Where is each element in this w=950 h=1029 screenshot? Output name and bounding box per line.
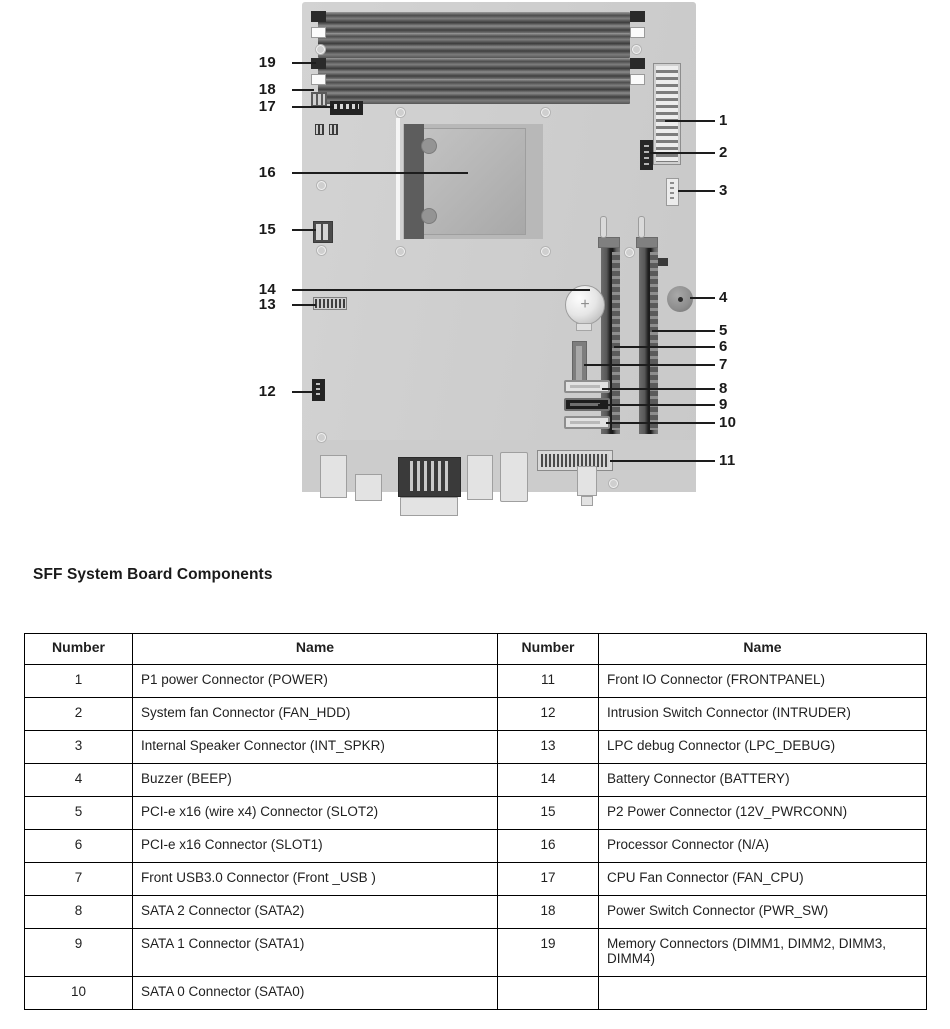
cell-name-right-8: Memory Connectors (DIMM1, DIMM2, DIMM3, DIMM4) [599, 929, 927, 977]
io-port-ps2 [355, 474, 382, 501]
cell-name-right-6: CPU Fan Connector (FAN_CPU) [599, 863, 927, 896]
cell-name-left-2: Internal Speaker Connector (INT_SPKR) [133, 731, 498, 764]
column-header-number-right: Number [498, 634, 599, 665]
io-port-vga-pins [410, 461, 450, 491]
power-switch-header-pins [313, 94, 325, 105]
lpc-debug-header-pins [315, 299, 345, 308]
callout-number-18: 18 [258, 81, 276, 98]
callout-number-14: 14 [258, 281, 276, 298]
system-fan-header-pins [644, 145, 649, 165]
io-port-usb-stack-1 [467, 455, 493, 500]
cell-number-right-3: 14 [498, 764, 599, 797]
dimm-slot-4 [318, 79, 630, 104]
dimm-clip-1-right [630, 11, 645, 22]
dimm-clip-4-left [311, 74, 326, 85]
pcie-slot2-latch [638, 216, 645, 238]
cell-number-right-7: 18 [498, 896, 599, 929]
cell-number-left-5: 6 [25, 830, 133, 863]
cell-name-left-4: PCI-e x16 (wire x4) Connector (SLOT2) [133, 797, 498, 830]
callout-number-7: 7 [719, 356, 728, 373]
components-table-body [25, 665, 927, 1010]
leader-line-10 [606, 422, 715, 424]
table-header-row [25, 634, 927, 665]
cell-number-right-5: 16 [498, 830, 599, 863]
leader-line-15 [292, 229, 316, 231]
cell-name-right-7: Power Switch Connector (PWR_SW) [599, 896, 927, 929]
cell-name-right-2: LPC debug Connector (LPC_DEBUG) [599, 731, 927, 764]
callout-number-1: 1 [719, 112, 728, 129]
cell-number-right-2: 13 [498, 731, 599, 764]
io-port-audio-base [581, 496, 593, 506]
table-row [25, 896, 927, 929]
leader-line-14 [292, 289, 590, 291]
table-row [25, 764, 927, 797]
cell-number-left-7: 8 [25, 896, 133, 929]
buzzer-vent-hole [678, 297, 683, 302]
table-row [25, 863, 927, 896]
callout-number-13: 13 [258, 296, 276, 313]
cell-name-left-0: P1 power Connector (POWER) [133, 665, 498, 698]
jumper-2-pins [330, 125, 337, 134]
screw-hole-3 [396, 108, 405, 117]
cell-name-right-9 [599, 977, 927, 1010]
intrusion-switch-header-pins [316, 383, 320, 397]
screw-hole-2 [632, 45, 641, 54]
io-port-vga-tab [400, 497, 458, 516]
cell-number-right-4: 15 [498, 797, 599, 830]
cell-number-right-0: 11 [498, 665, 599, 698]
screw-hole-10 [625, 248, 634, 257]
pcie-slot1-tab [598, 237, 620, 248]
callout-number-4: 4 [719, 289, 728, 306]
callout-number-2: 2 [719, 144, 728, 161]
callout-number-11: 11 [719, 452, 736, 469]
battery-retention-tab [576, 323, 592, 331]
p2-power-connector-pins [316, 224, 330, 240]
screw-hole-6 [541, 247, 550, 256]
sata2-connector-slot [570, 385, 600, 388]
screw-hole-1 [316, 45, 325, 54]
screw-hole-11 [609, 479, 618, 488]
leader-line-12 [292, 391, 314, 393]
page-title: SFF System Board Components [33, 566, 273, 583]
callout-number-16: 16 [258, 164, 276, 181]
leader-line-18 [292, 89, 314, 91]
front-panel-header-pins [541, 454, 609, 467]
io-port-usb-stack-2 [500, 452, 528, 502]
cell-name-right-3: Battery Connector (BATTERY) [599, 764, 927, 797]
screw-hole-8 [317, 246, 326, 255]
table-row [25, 929, 927, 977]
callout-number-9: 9 [719, 396, 728, 413]
leader-line-9 [598, 404, 715, 406]
pcie-slot1-latch [600, 216, 607, 238]
dimm-clip-2-right [630, 27, 645, 38]
dimm-clip-4-right [630, 74, 645, 85]
column-header-name-right: Name [599, 634, 927, 665]
leader-line-17 [292, 106, 334, 108]
table-row [25, 977, 927, 1010]
jumper-1-pins [316, 125, 323, 134]
dimm-slot-2 [318, 33, 630, 58]
p1-power-connector-pins [656, 66, 678, 162]
callout-number-15: 15 [258, 221, 276, 238]
leader-line-19 [292, 62, 316, 64]
cell-number-left-3: 4 [25, 764, 133, 797]
cell-number-left-8: 9 [25, 929, 133, 977]
callout-number-8: 8 [719, 380, 728, 397]
leader-line-13 [292, 304, 316, 306]
table-row [25, 797, 927, 830]
leader-line-2 [650, 152, 715, 154]
cell-number-right-8: 19 [498, 929, 599, 977]
screw-hole-9 [317, 433, 326, 442]
callout-number-19: 19 [258, 54, 276, 71]
cell-number-right-1: 12 [498, 698, 599, 731]
cell-name-left-1: System fan Connector (FAN_HDD) [133, 698, 498, 731]
cell-name-left-8: SATA 1 Connector (SATA1) [133, 929, 498, 977]
leader-line-4 [690, 297, 715, 299]
cell-number-left-1: 2 [25, 698, 133, 731]
leader-line-5 [652, 330, 715, 332]
callout-number-10: 10 [719, 414, 737, 431]
screw-hole-5 [396, 247, 405, 256]
cell-name-left-7: SATA 2 Connector (SATA2) [133, 896, 498, 929]
callout-number-6: 6 [719, 338, 728, 355]
callout-number-12: 12 [258, 383, 276, 400]
io-port-serial [320, 455, 347, 498]
screw-hole-7 [317, 181, 326, 190]
cell-number-left-9: 10 [25, 977, 133, 1010]
pcie-slot2-tab [636, 237, 658, 248]
battery-polarity-marker: + [580, 296, 590, 313]
leader-line-7 [584, 364, 715, 366]
column-header-number-left: Number [25, 634, 133, 665]
cell-number-left-6: 7 [25, 863, 133, 896]
cell-name-right-0: Front IO Connector (FRONTPANEL) [599, 665, 927, 698]
internal-speaker-header-pins [670, 182, 674, 202]
io-port-audio [577, 466, 597, 496]
sata0-connector-slot [570, 421, 600, 424]
leader-line-6 [614, 346, 715, 348]
screw-hole-4 [541, 108, 550, 117]
cell-name-left-3: Buzzer (BEEP) [133, 764, 498, 797]
cpu-fan-header-pins [334, 104, 359, 109]
leader-line-8 [602, 388, 715, 390]
cell-name-left-9: SATA 0 Connector (SATA0) [133, 977, 498, 1010]
table-row [25, 830, 927, 863]
components-table [24, 633, 927, 1010]
leader-line-1 [665, 120, 715, 122]
callout-number-17: 17 [258, 98, 276, 115]
dimm-clip-2-left [311, 27, 326, 38]
leader-line-16 [292, 172, 468, 174]
table-row [25, 665, 927, 698]
leader-line-11 [610, 460, 715, 462]
dimm-clip-1-left [311, 11, 326, 22]
cell-number-left-0: 1 [25, 665, 133, 698]
leader-line-3 [678, 190, 715, 192]
cell-name-left-6: Front USB3.0 Connector (Front _USB ) [133, 863, 498, 896]
cell-name-right-5: Processor Connector (N/A) [599, 830, 927, 863]
cell-number-right-6: 17 [498, 863, 599, 896]
cell-number-right-9 [498, 977, 599, 1010]
cell-number-left-2: 3 [25, 731, 133, 764]
callout-number-5: 5 [719, 322, 728, 339]
cell-name-right-1: Intrusion Switch Connector (INTRUDER) [599, 698, 927, 731]
dimm-clip-3-right [630, 58, 645, 69]
table-row [25, 698, 927, 731]
cell-name-left-5: PCI-e x16 Connector (SLOT1) [133, 830, 498, 863]
front-usb3-header-slot [576, 346, 582, 382]
cell-number-left-4: 5 [25, 797, 133, 830]
callout-number-3: 3 [719, 182, 728, 199]
table-row [25, 731, 927, 764]
sata1-connector-slot [570, 403, 600, 406]
processor-retention-arm [396, 118, 536, 240]
column-header-name-left: Name [133, 634, 498, 665]
components-table-wrapper [24, 633, 926, 1010]
cell-name-right-4: P2 Power Connector (12V_PWRCONN) [599, 797, 927, 830]
